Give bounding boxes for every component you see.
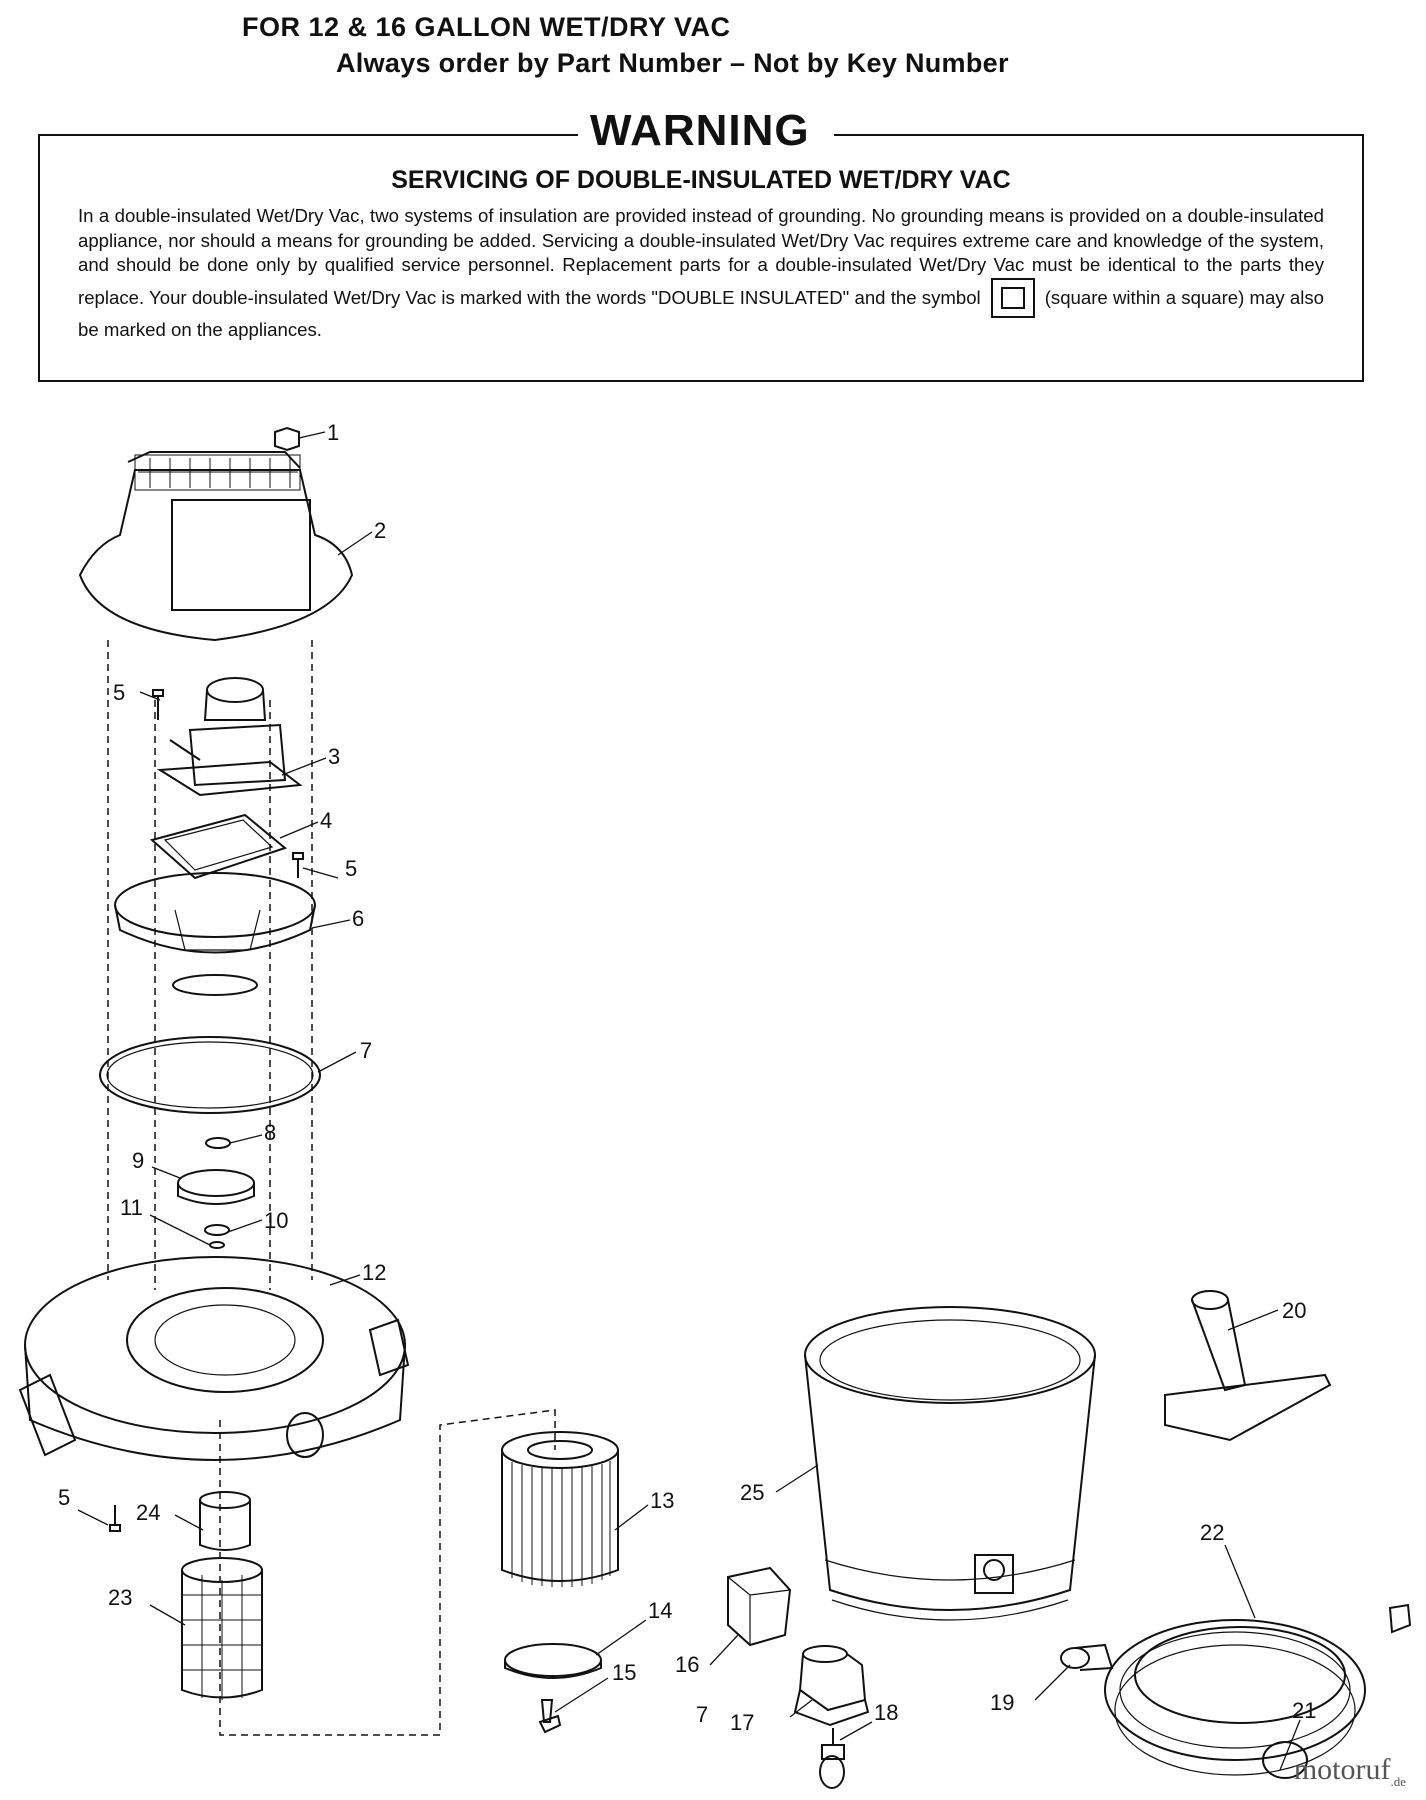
callout-8: 8 <box>264 1120 277 1145</box>
part-12-power-head <box>20 1257 408 1460</box>
callout-13: 13 <box>650 1488 675 1513</box>
callout-21: 21 <box>1292 1698 1317 1723</box>
callout-3: 3 <box>328 744 341 769</box>
callout-15: 15 <box>612 1660 637 1685</box>
part-4-gasket <box>152 815 285 878</box>
part-7-ring-gasket <box>100 1037 320 1113</box>
watermark-brand: motoruf <box>1293 1753 1391 1786</box>
callout-20: 20 <box>1282 1298 1307 1323</box>
callout-25: 25 <box>740 1480 765 1505</box>
callout-14: 14 <box>648 1598 673 1623</box>
part-6-filter-cage <box>115 873 315 995</box>
part-9-float <box>178 1170 254 1204</box>
callout-11: 11 <box>120 1195 143 1220</box>
callout-7b: 7 <box>696 1702 709 1727</box>
warning-text-part2: (square within a square) may also be marked on the appliances. <box>78 286 1324 340</box>
part-11-nut <box>210 1242 224 1248</box>
part-18-caster-wheel <box>820 1728 844 1788</box>
warning-title: WARNING <box>590 106 810 155</box>
part-24-float-cup <box>200 1492 250 1550</box>
watermark-tld: .de <box>1390 1774 1406 1789</box>
part-8-washer <box>206 1138 230 1148</box>
callout-5a: 5 <box>113 680 126 705</box>
part-15-wing-nut <box>540 1700 560 1732</box>
callout-12: 12 <box>362 1260 387 1285</box>
callout-23: 23 <box>108 1585 133 1610</box>
part-16-caster-block <box>728 1568 790 1645</box>
callout-2: 2 <box>374 518 387 543</box>
callout-5b: 5 <box>345 856 358 881</box>
callout-9: 9 <box>132 1148 145 1173</box>
callout-16: 16 <box>675 1652 700 1677</box>
part-23-float-cage <box>182 1558 262 1700</box>
callout-22: 22 <box>1200 1520 1225 1545</box>
callout-labels <box>58 420 1316 1735</box>
callout-10: 10 <box>264 1208 289 1233</box>
part-2-motor-cover <box>80 452 352 640</box>
callout-4: 4 <box>320 808 333 833</box>
catalog-title: FOR 12 & 16 GALLON WET/DRY VAC <box>242 12 731 42</box>
part-25-collection-drum <box>805 1307 1095 1620</box>
part-10-washer <box>205 1225 229 1235</box>
part-5-screw-lower <box>110 1505 120 1531</box>
part-3-motor <box>160 678 300 795</box>
callout-18: 18 <box>874 1700 899 1725</box>
part-14-filter-disk <box>505 1644 601 1678</box>
callout-5c: 5 <box>58 1485 71 1510</box>
callout-17: 17 <box>730 1710 755 1735</box>
callout-24: 24 <box>136 1500 161 1525</box>
watermark-logo <box>1294 1753 1406 1790</box>
part-1-knob <box>275 428 299 450</box>
part-13-cartridge-filter <box>502 1432 618 1587</box>
assembly-guide-lines <box>108 640 555 1735</box>
callout-19: 19 <box>990 1690 1015 1715</box>
part-5-screw-middle <box>293 853 303 878</box>
callout-6: 6 <box>352 906 365 931</box>
order-note: Always order by Part Number – Not by Key Number <box>336 48 1009 78</box>
warning-heading: SERVICING OF DOUBLE-INSULATED WET/DRY VAC <box>391 166 1011 194</box>
callout-1: 1 <box>327 420 340 445</box>
callout-7a: 7 <box>360 1038 373 1063</box>
part-17-caster-foot <box>795 1646 868 1725</box>
warning-text-part1: In a double-insulated Wet/Dry Vac, two systems of insulation are provided instead of grounding. No grounding means is provided on a double-insulated appliance, nor should a means for grounding be added. Servicing a double-insulated Wet/Dry Vac requires extreme care and knowledge of the system, and should be done only by qualified service personnel. Replacement parts for a double-insulated Wet/Dry Vac must be identical to the parts they replace. Your double-insulated Wet/Dry Vac is marked with the words "DOUBLE INSULATED" and the symbol <box>78 205 1324 308</box>
